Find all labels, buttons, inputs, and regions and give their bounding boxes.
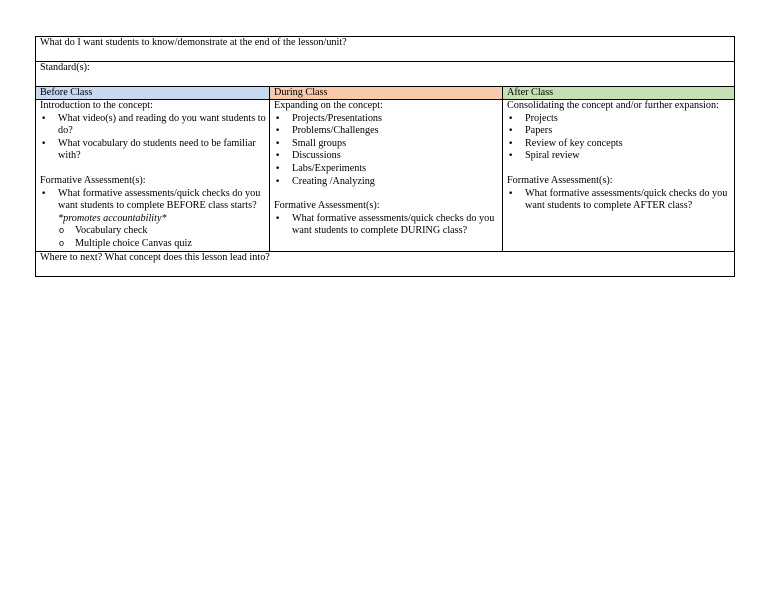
list-item: • Problems/Challenges (274, 125, 499, 138)
standards-label: Standard(s): (36, 62, 735, 87)
before-formative-list (40, 188, 266, 226)
during-intro: Expanding on the concept: (274, 100, 383, 111)
during-class-cell (270, 100, 503, 252)
list-item: • Labs/Experiments (274, 163, 499, 176)
before-formative-text: What formative assessments/quick checks do you want students to complete BEFORE class starts? (58, 187, 261, 212)
phase-header-row (36, 87, 735, 100)
before-bullet-list (40, 113, 266, 163)
list-item: • Spiral review (507, 150, 731, 163)
list-item: • What vocabulary do students need to be familiar with? (40, 138, 266, 163)
before-formative-label: Formative Assessment(s): (40, 174, 146, 186)
after-intro: Consolidating the concept and/or further expansion: (507, 100, 719, 111)
list-item: • Creating /Analyzing (274, 176, 499, 189)
list-item: • Papers (507, 125, 731, 138)
list-item: • Review of key concepts (507, 138, 731, 151)
during-class-header: During Class (270, 87, 503, 100)
after-bullet-list (507, 113, 731, 163)
list-item: o Multiple choice Canvas quiz (40, 238, 266, 251)
next-steps-row (36, 251, 735, 276)
objective-row (36, 37, 735, 62)
phase-content-row (36, 100, 735, 252)
during-formative-label: Formative Assessment(s): (274, 200, 380, 212)
list-item: • Discussions (274, 150, 499, 163)
after-formative-label: Formative Assessment(s): (507, 174, 613, 186)
list-item: • What formative assessments/quick checks do you want students to complete DURING class? (274, 213, 499, 238)
before-intro: Introduction to the concept: (40, 100, 153, 111)
standards-row (36, 62, 735, 87)
after-class-header: After Class (503, 87, 735, 100)
objective-question: What do I want students to know/demonstrate at the end of the lesson/unit? (36, 37, 735, 62)
accountability-note: *promotes accountability* (58, 212, 167, 224)
list-item: • What formative assessments/quick checks do you want students to complete AFTER class? (507, 188, 731, 213)
next-steps-question: Where to next? What concept does this lesson lead into? (36, 251, 735, 276)
lesson-plan-table (35, 36, 735, 277)
list-item: o Vocabulary check (40, 225, 266, 238)
before-sub-list (40, 225, 266, 250)
before-class-header: Before Class (36, 87, 270, 100)
list-item: • What video(s) and reading do you want students to do? (40, 113, 266, 138)
list-item: • Small groups (274, 138, 499, 151)
during-formative-list (274, 213, 499, 238)
after-class-cell (503, 100, 735, 252)
list-item (40, 188, 266, 226)
during-bullet-list (274, 113, 499, 189)
list-item: • Projects/Presentations (274, 113, 499, 126)
after-formative-list (507, 188, 731, 213)
before-class-cell (36, 100, 270, 252)
list-item: • Projects (507, 113, 731, 126)
